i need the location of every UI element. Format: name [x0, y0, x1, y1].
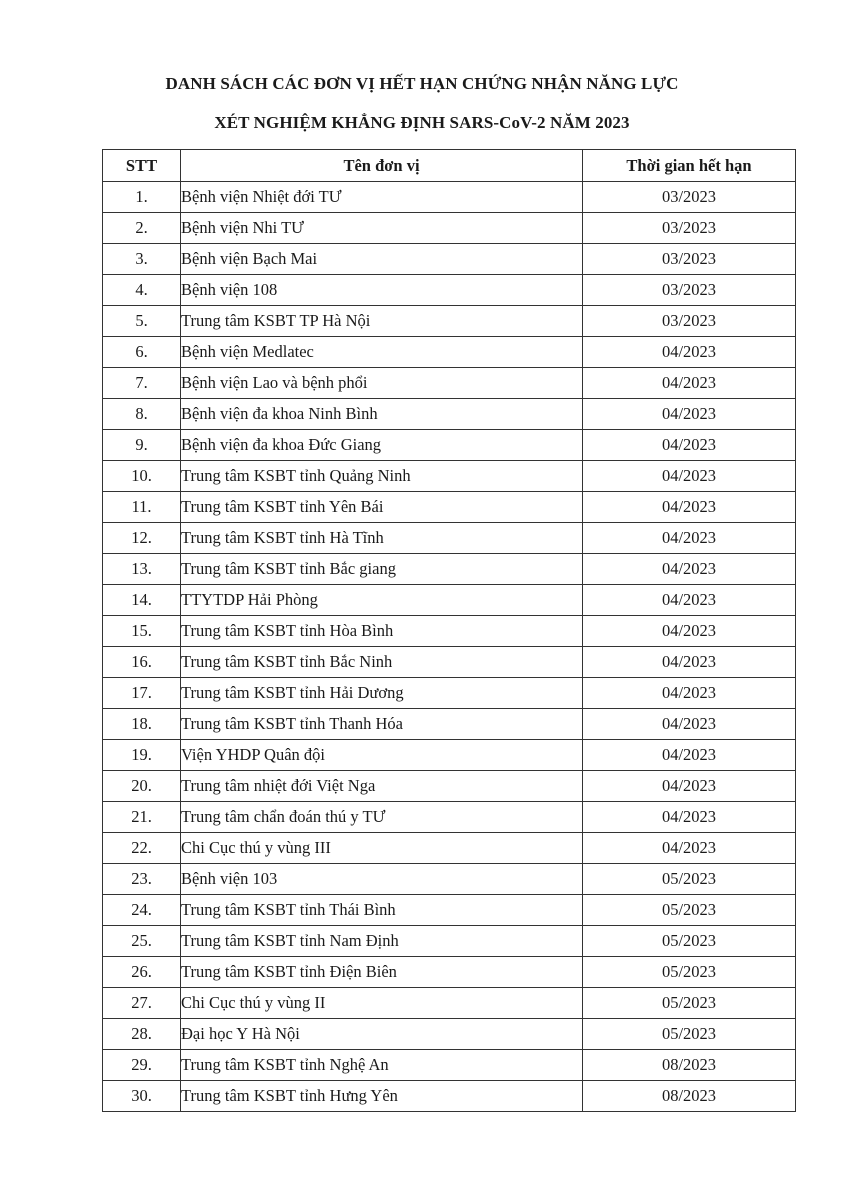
unit-name-cell: Bệnh viện Nhiệt đới TƯ	[181, 182, 583, 213]
table-body	[103, 182, 796, 1112]
row-number-cell: 13.	[103, 554, 181, 585]
table-row	[103, 368, 796, 399]
column-header-stt: STT	[103, 150, 181, 182]
expiry-date-cell: 04/2023	[583, 647, 796, 678]
unit-name-cell: Bệnh viện 108	[181, 275, 583, 306]
unit-name-cell: Bệnh viện đa khoa Ninh Bình	[181, 399, 583, 430]
expiry-date-cell: 05/2023	[583, 988, 796, 1019]
row-number-cell: 16.	[103, 647, 181, 678]
row-number-cell: 8.	[103, 399, 181, 430]
unit-name-cell: Bệnh viện đa khoa Đức Giang	[181, 430, 583, 461]
table-row	[103, 1081, 796, 1112]
row-number-cell: 2.	[103, 213, 181, 244]
table-row	[103, 275, 796, 306]
row-number-cell: 1.	[103, 182, 181, 213]
unit-name-cell: Bệnh viện Nhi TƯ	[181, 213, 583, 244]
table-row	[103, 833, 796, 864]
expiry-date-cell: 04/2023	[583, 709, 796, 740]
row-number-cell: 17.	[103, 678, 181, 709]
unit-name-cell: Trung tâm KSBT tỉnh Yên Bái	[181, 492, 583, 523]
unit-name-cell: Trung tâm KSBT tỉnh Hải Dương	[181, 678, 583, 709]
expiry-date-cell: 05/2023	[583, 1019, 796, 1050]
row-number-cell: 23.	[103, 864, 181, 895]
row-number-cell: 22.	[103, 833, 181, 864]
table-row	[103, 926, 796, 957]
expiry-date-cell: 05/2023	[583, 864, 796, 895]
unit-name-cell: Chi Cục thú y vùng III	[181, 833, 583, 864]
expiry-date-cell: 04/2023	[583, 523, 796, 554]
table-row	[103, 461, 796, 492]
table-row	[103, 771, 796, 802]
unit-name-cell: Trung tâm KSBT tỉnh Nghệ An	[181, 1050, 583, 1081]
expiry-date-cell: 05/2023	[583, 957, 796, 988]
row-number-cell: 26.	[103, 957, 181, 988]
expiry-date-cell: 04/2023	[583, 616, 796, 647]
table-row	[103, 399, 796, 430]
expiry-date-cell: 04/2023	[583, 833, 796, 864]
table-row	[103, 492, 796, 523]
table-row	[103, 988, 796, 1019]
unit-list-table	[102, 149, 796, 1112]
column-header-expiry: Thời gian hết hạn	[583, 150, 796, 182]
unit-name-cell: Trung tâm KSBT TP Hà Nội	[181, 306, 583, 337]
unit-name-cell: Đại học Y Hà Nội	[181, 1019, 583, 1050]
unit-name-cell: Trung tâm KSBT tỉnh Bắc Ninh	[181, 647, 583, 678]
expiry-date-cell: 03/2023	[583, 244, 796, 275]
expiry-date-cell: 04/2023	[583, 802, 796, 833]
row-number-cell: 4.	[103, 275, 181, 306]
table-row	[103, 554, 796, 585]
expiry-date-cell: 04/2023	[583, 585, 796, 616]
expiry-date-cell: 04/2023	[583, 554, 796, 585]
row-number-cell: 3.	[103, 244, 181, 275]
row-number-cell: 21.	[103, 802, 181, 833]
table-row	[103, 1050, 796, 1081]
expiry-date-cell: 03/2023	[583, 213, 796, 244]
unit-name-cell: Chi Cục thú y vùng II	[181, 988, 583, 1019]
table-row	[103, 1019, 796, 1050]
unit-name-cell: Trung tâm KSBT tỉnh Bắc giang	[181, 554, 583, 585]
row-number-cell: 25.	[103, 926, 181, 957]
table-row	[103, 244, 796, 275]
expiry-date-cell: 04/2023	[583, 771, 796, 802]
table-header	[103, 150, 796, 182]
unit-name-cell: Trung tâm KSBT tỉnh Điện Biên	[181, 957, 583, 988]
row-number-cell: 12.	[103, 523, 181, 554]
row-number-cell: 27.	[103, 988, 181, 1019]
row-number-cell: 10.	[103, 461, 181, 492]
row-number-cell: 6.	[103, 337, 181, 368]
unit-name-cell: Trung tâm nhiệt đới Việt Nga	[181, 771, 583, 802]
expiry-date-cell: 05/2023	[583, 895, 796, 926]
row-number-cell: 9.	[103, 430, 181, 461]
row-number-cell: 24.	[103, 895, 181, 926]
unit-name-cell: Viện YHDP Quân đội	[181, 740, 583, 771]
expiry-date-cell: 04/2023	[583, 430, 796, 461]
table-row	[103, 740, 796, 771]
row-number-cell: 5.	[103, 306, 181, 337]
expiry-date-cell: 04/2023	[583, 337, 796, 368]
row-number-cell: 11.	[103, 492, 181, 523]
unit-name-cell: Trung tâm KSBT tỉnh Quảng Ninh	[181, 461, 583, 492]
unit-name-cell: Trung tâm KSBT tỉnh Thái Bình	[181, 895, 583, 926]
row-number-cell: 14.	[103, 585, 181, 616]
table-row	[103, 678, 796, 709]
row-number-cell: 30.	[103, 1081, 181, 1112]
table-row	[103, 864, 796, 895]
unit-name-cell: Trung tâm KSBT tỉnh Hòa Bình	[181, 616, 583, 647]
expiry-date-cell: 04/2023	[583, 740, 796, 771]
row-number-cell: 19.	[103, 740, 181, 771]
row-number-cell: 28.	[103, 1019, 181, 1050]
unit-name-cell: Bệnh viện Bạch Mai	[181, 244, 583, 275]
table-row	[103, 523, 796, 554]
table-row	[103, 647, 796, 678]
table-row	[103, 306, 796, 337]
table-row	[103, 802, 796, 833]
table-row	[103, 895, 796, 926]
row-number-cell: 18.	[103, 709, 181, 740]
row-number-cell: 15.	[103, 616, 181, 647]
unit-name-cell: Trung tâm KSBT tỉnh Hưng Yên	[181, 1081, 583, 1112]
unit-name-cell: Bệnh viện 103	[181, 864, 583, 895]
expiry-date-cell: 03/2023	[583, 275, 796, 306]
expiry-date-cell: 03/2023	[583, 306, 796, 337]
expiry-date-cell: 04/2023	[583, 399, 796, 430]
document-title-line-1: DANH SÁCH CÁC ĐƠN VỊ HẾT HẠN CHỨNG NHẬN NĂNG LỰC	[165, 74, 679, 93]
unit-name-cell: Trung tâm KSBT tỉnh Thanh Hóa	[181, 709, 583, 740]
table-row	[103, 616, 796, 647]
column-header-unit-name: Tên đơn vị	[181, 150, 583, 182]
unit-name-cell: TTYTDP Hải Phòng	[181, 585, 583, 616]
row-number-cell: 7.	[103, 368, 181, 399]
unit-name-cell: Trung tâm KSBT tỉnh Hà Tĩnh	[181, 523, 583, 554]
expiry-date-cell: 04/2023	[583, 368, 796, 399]
unit-name-cell: Bệnh viện Medlatec	[181, 337, 583, 368]
unit-name-cell: Trung tâm KSBT tỉnh Nam Định	[181, 926, 583, 957]
table-row	[103, 430, 796, 461]
table-row	[103, 337, 796, 368]
row-number-cell: 20.	[103, 771, 181, 802]
table-row	[103, 213, 796, 244]
expiry-date-cell: 08/2023	[583, 1081, 796, 1112]
expiry-date-cell: 08/2023	[583, 1050, 796, 1081]
row-number-cell: 29.	[103, 1050, 181, 1081]
table-row	[103, 957, 796, 988]
expiry-date-cell: 04/2023	[583, 461, 796, 492]
table-header-row	[103, 150, 796, 182]
table-row	[103, 585, 796, 616]
expiry-date-cell: 03/2023	[583, 182, 796, 213]
unit-name-cell: Trung tâm chẩn đoán thú y TƯ	[181, 802, 583, 833]
expiry-date-cell: 05/2023	[583, 926, 796, 957]
document-title-line-2: XÉT NGHIỆM KHẲNG ĐỊNH SARS-CoV-2 NĂM 2023	[214, 113, 630, 132]
expiry-date-cell: 04/2023	[583, 492, 796, 523]
unit-name-cell: Bệnh viện Lao và bệnh phổi	[181, 368, 583, 399]
table-row	[103, 709, 796, 740]
table-row	[103, 182, 796, 213]
expiry-date-cell: 04/2023	[583, 678, 796, 709]
